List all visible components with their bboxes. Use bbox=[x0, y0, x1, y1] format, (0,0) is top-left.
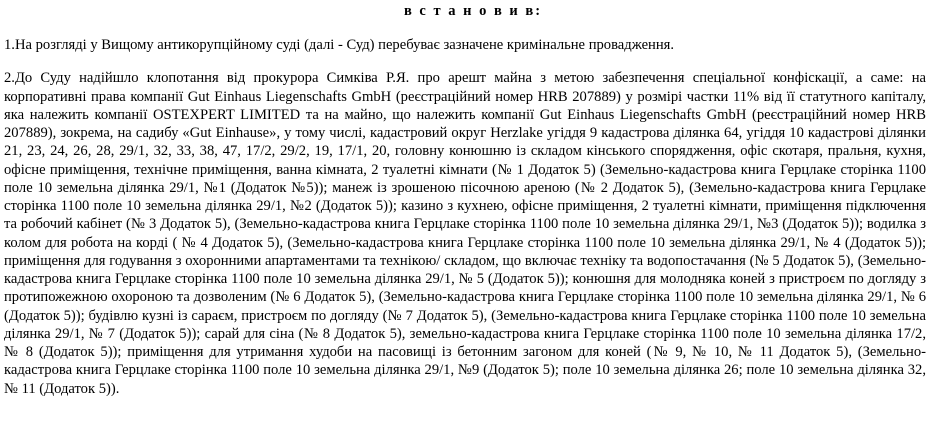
section-heading: в с т а н о в и в: bbox=[403, 3, 543, 19]
document-page bbox=[4, 0, 926, 398]
paragraph-1: 1.На розгляді у Вищому антикорупційному суді (далі - Суд) перебуває зазначене кримінальне провадження. bbox=[4, 37, 675, 53]
paragraph-2: 2.До Суду надійшло клопотання від прокурора Симківа Р.Я. про арешт майна з метою забезпечення спеціальної конфіскації, а саме: на корпоративні права компанії Gut Einhaus Liegenschafts GmbH (реєстраційний номер HRB 207889) у розмірі частки 11% від її статутного капіталу, яка належить компанії OSTEXPERT LIMITED та на майно, що належить компанії Gut Einhaus Liegenschafts GmbH (реєстраційний номер HRB 207889), зокрема, на садибу «Gut Einhause», у тому числі, кадастровий округ Herzlake угіддя 9 кадастрова ділянка 64, угіддя 10 кадастрові ділянки 21, 23, 24, 26, 28, 29/1, 32, 33, 38, 47, 17/2, 29/2, 19, 17/1, 20, головну конюшню із складом кінського спорядження, офіс скотаря, пральня, кухня, офісне приміщення, технічне приміщення, ванна кімната, 2 туалетні кімнати (№ 1 Додаток 5) (Земельно-кадастрова книга Герцлаке сторінка 1100 поле 10 земельна ділянка 29/1, №1 (Додаток №5)); манеж із зрошеною пісочною ареною (№ 2 Додаток 5), (Земельно-кадастрова книга Герцлаке сторінка 1100 поле 10 земельна ділянка 29/1, №2 (Додаток 5)); казино з кухнею, офісне приміщення, 2 туалетні кімнати, приміщення підключення та робочий кабінет (№ 3 Додаток 5), (Земельно-кадастрова книга Герцлаке сторінка 1100 поле 10 земельна ділянка 29/1, №3 (Додаток 5)); водилка з колом для робота на корді ( № 4 Додаток 5), (Земельно-кадастрова книга Герцлаке сторінка 1100 поле 10 земельна ділянка 29/1, № 4 (Додаток 5)); приміщення для годування з охоронними апартаментами та технікою/ складом, що включає техніку та водопостачання (№ 5 Додаток 5), (Земельно-кадастрова книга Герцлаке сторінка 1100 поле 10 земельна ділянка 29/1, № 5 (Додаток 5)); конюшня для молодняка коней з пристроєм по догляду з протипожежною охороною та дозволеним (№ 6 Додаток 5), (Земельно-кадастрова книга Герцлаке сторінка 1100 поле 10 земельна ділянка 29/1, № 6 (Додаток 5)); будівлю кузні із сараєм, пристроєм по догляду (№ 7 Додаток 5), (Земельно-кадастрова книга Герцлаке сторінка 1100 поле 10 земельна ділянка 29/1, № 7 (Додаток 5)); сарай для сіна (№ 8 Додаток 5), земельно-кадастрова книга Герцлаке сторінка 1100 поле 10 земельна ділянка 17/2, № 8 (Додаток 5)); приміщення для утримання худоби на пасовищі із бетонним загоном для коней (№ 9, № 10, № 11 Додаток 5), (Земельно-кадастрова книга Герцлаке сторінка 1100 поле 10 земельна ділянка 29/1, №9 (Додаток 5); поле 10 земельна ділянка 26; поле 10 земельна ділянка 32, № 11 (Додаток 5)). bbox=[4, 70, 926, 397]
